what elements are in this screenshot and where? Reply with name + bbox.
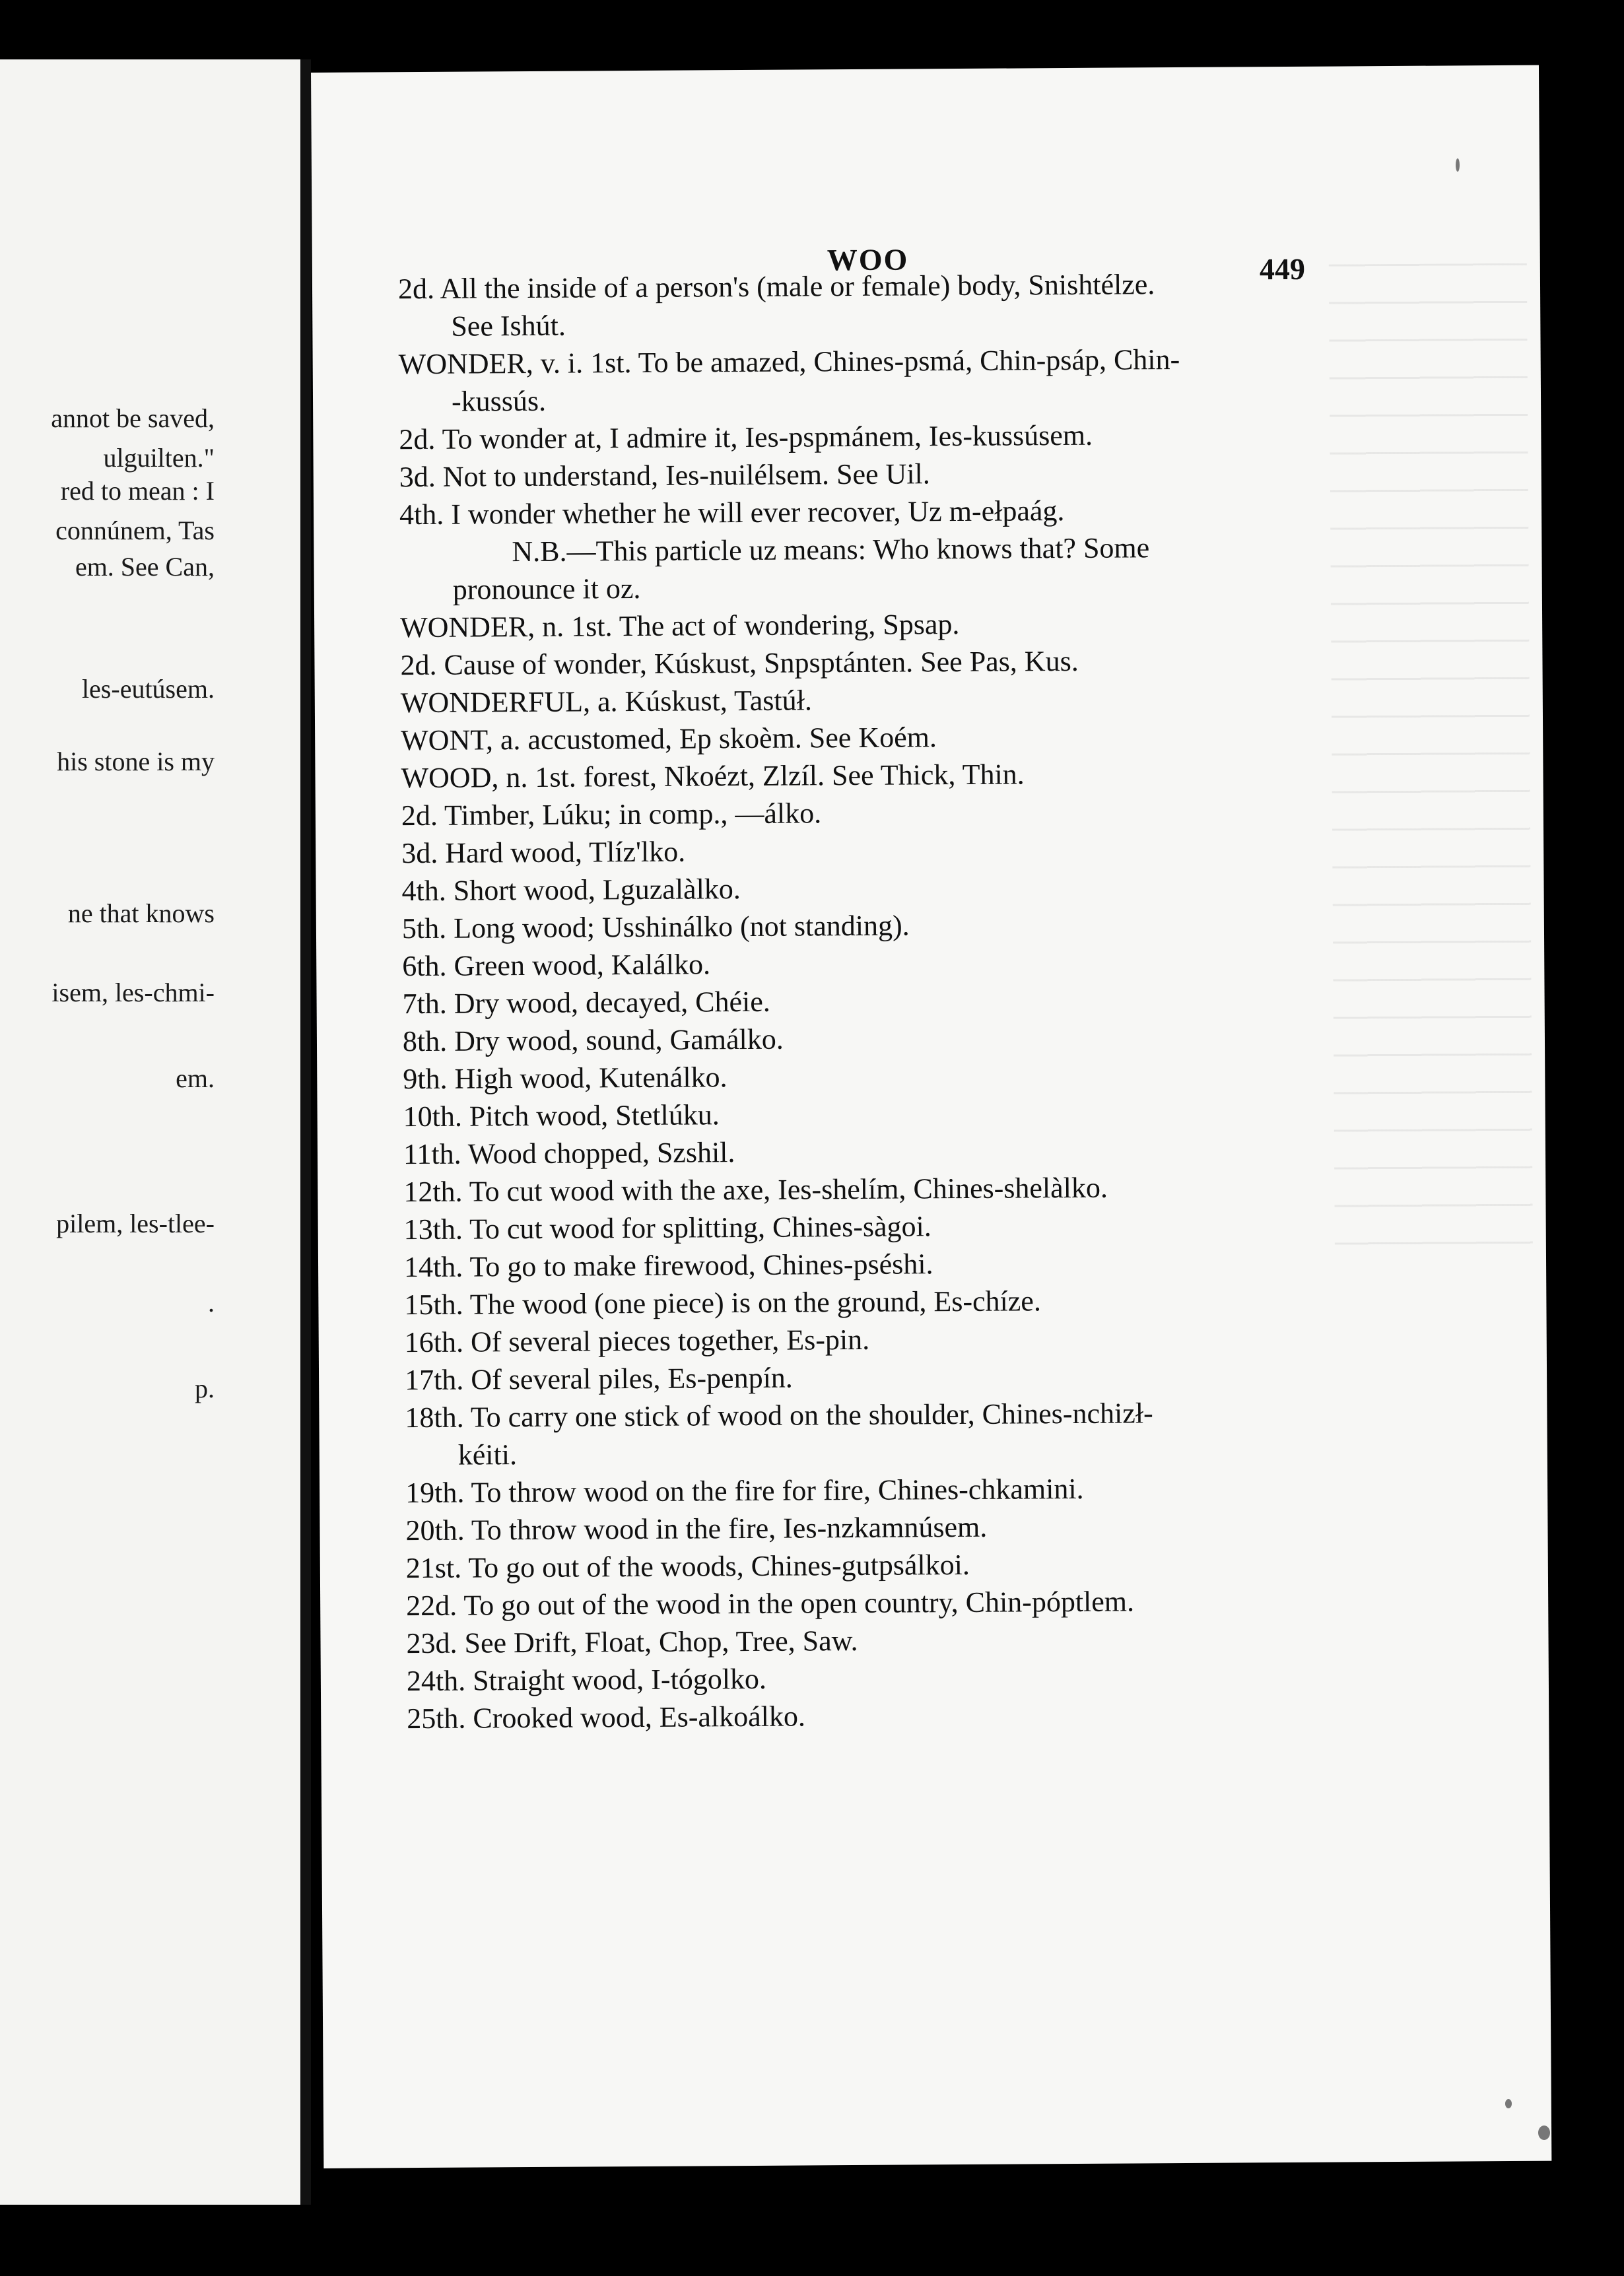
left-fragment: annot be saved,	[51, 403, 215, 433]
running-head: WOO	[827, 242, 909, 277]
left-fragment: ne that knows	[67, 898, 215, 928]
left-fragment: em. See Can,	[75, 552, 215, 582]
entry-line: 22d. To go out of the wood in the open country, Chin-póptlem.	[406, 1585, 1135, 1623]
entry-line: 7th. Dry wood, decayed, Chéie.	[402, 985, 770, 1021]
dictionary-entries	[398, 263, 1483, 1737]
entry-line: 13th. To cut wood for splitting, Chines-sàgoi.	[403, 1210, 931, 1246]
left-fragment: .	[208, 1288, 215, 1318]
entry-line: 12th. To cut wood with the axe, Ies-shelím, Chines-shelàlko.	[403, 1171, 1108, 1209]
entry-line: 4th. I wonder whether he will ever recover, Uz m-ełpaág.	[399, 494, 1065, 531]
entry-line: See Ishút.	[451, 309, 566, 343]
entry-line: 24th. Straight wood, I-tógolko.	[406, 1662, 767, 1698]
left-fragment: em.	[176, 1063, 215, 1093]
entry-line: 2d. Timber, Lúku; in comp., —álko.	[401, 797, 822, 832]
entry-line: -kussús.	[451, 384, 547, 418]
entry-line: 17th. Of several piles, Es-penpín.	[404, 1361, 793, 1397]
entry-line: 16th. Of several pieces together, Es-pin.	[404, 1323, 870, 1359]
entry-line: 19th. To throw wood on the fire for fire, Chines-chkamini.	[405, 1472, 1084, 1510]
page-gutter	[300, 59, 311, 2205]
entry-line: 20th. To throw wood in the fire, Ies-nzkamnúsem.	[405, 1510, 988, 1547]
left-fragment: ulguilten."	[103, 443, 215, 473]
entry-line: 3d. Not to understand, Ies-nuilélsem. See Uil.	[399, 457, 930, 494]
left-fragment: his stone is my	[57, 747, 215, 776]
entry-line: 6th. Green wood, Kalálko.	[402, 948, 711, 983]
scan-speck	[1538, 2125, 1550, 2140]
left-fragment: pilem, les-tlee-	[56, 1209, 215, 1238]
entry-line: N.B.—This particle uz means: Who knows that? Some	[512, 531, 1150, 568]
entry-line: 25th. Crooked wood, Es-alkoálko.	[407, 1700, 806, 1735]
entry-line: 5th. Long wood; Usshinálko (not standing).	[401, 909, 910, 945]
entry-line: WONDERFUL, a. Kúskust, Tastúł.	[400, 684, 813, 720]
entry-line: 23d. See Drift, Float, Chop, Tree, Saw.	[406, 1624, 858, 1660]
entry-line: 2d. To wonder at, I admire it, Ies-pspmánem, Ies-kussúsem.	[399, 418, 1093, 456]
entry-line: 3d. Hard wood, Tlíz'lko.	[401, 835, 686, 870]
entry-line: WONDER, n. 1st. The act of wondering, Spsap.	[399, 608, 960, 644]
left-fragment: p.	[195, 1374, 215, 1403]
page-number: 449	[1259, 251, 1305, 286]
entry-line: kéiti.	[457, 1438, 518, 1471]
scan-speck	[1505, 2099, 1512, 2108]
entry-line: 10th. Pitch wood, Stetlúku.	[403, 1098, 720, 1133]
scan-speck	[1456, 158, 1460, 172]
entry-line: 14th. To go to make firewood, Chines-pséshi.	[403, 1248, 933, 1284]
left-fragment: connúnem, Tas	[55, 516, 215, 545]
right-page	[311, 65, 1551, 2168]
entry-line: 18th. To carry one stick of wood on the shoulder, Chines-nchizł-	[405, 1397, 1153, 1434]
entry-line: 2d. Cause of wonder, Kúskust, Snpsptánten. See Pas, Kus.	[400, 644, 1079, 682]
entry-line: 8th. Dry wood, sound, Gamálko.	[402, 1022, 784, 1058]
entry-line: pronounce it oz.	[452, 572, 641, 606]
left-fragment: red to mean : I	[60, 476, 215, 506]
entry-line: 11th. Wood chopped, Szshil.	[403, 1136, 735, 1171]
left-fragment: isem, les-chmi-	[51, 978, 215, 1007]
entry-line: 4th. Short wood, Lguzalàlko.	[401, 873, 741, 908]
left-page-edge	[0, 59, 300, 2205]
entry-line: 2d. All the inside of a person's (male or female) body, Snishtélze.	[397, 268, 1155, 306]
entry-line: WOOD, n. 1st. forest, Nkoézt, Zlzíl. See Thick, Thin.	[401, 758, 1025, 795]
entry-line: WONT, a. accustomed, Ep skoèm. See Koém.	[401, 721, 937, 757]
left-fragment: les-eutúsem.	[81, 674, 215, 704]
entry-line: WONDER, v. i. 1st. To be amazed, Chines-psmá, Chin-psáp, Chin-	[398, 343, 1180, 381]
entry-line: 9th. High wood, Kutenálko.	[403, 1061, 727, 1096]
entry-line: 21st. To go out of the woods, Chines-gutpsálkoi.	[405, 1548, 970, 1585]
entry-line: 15th. The wood (one piece) is on the ground, Es-chíze.	[404, 1285, 1042, 1322]
